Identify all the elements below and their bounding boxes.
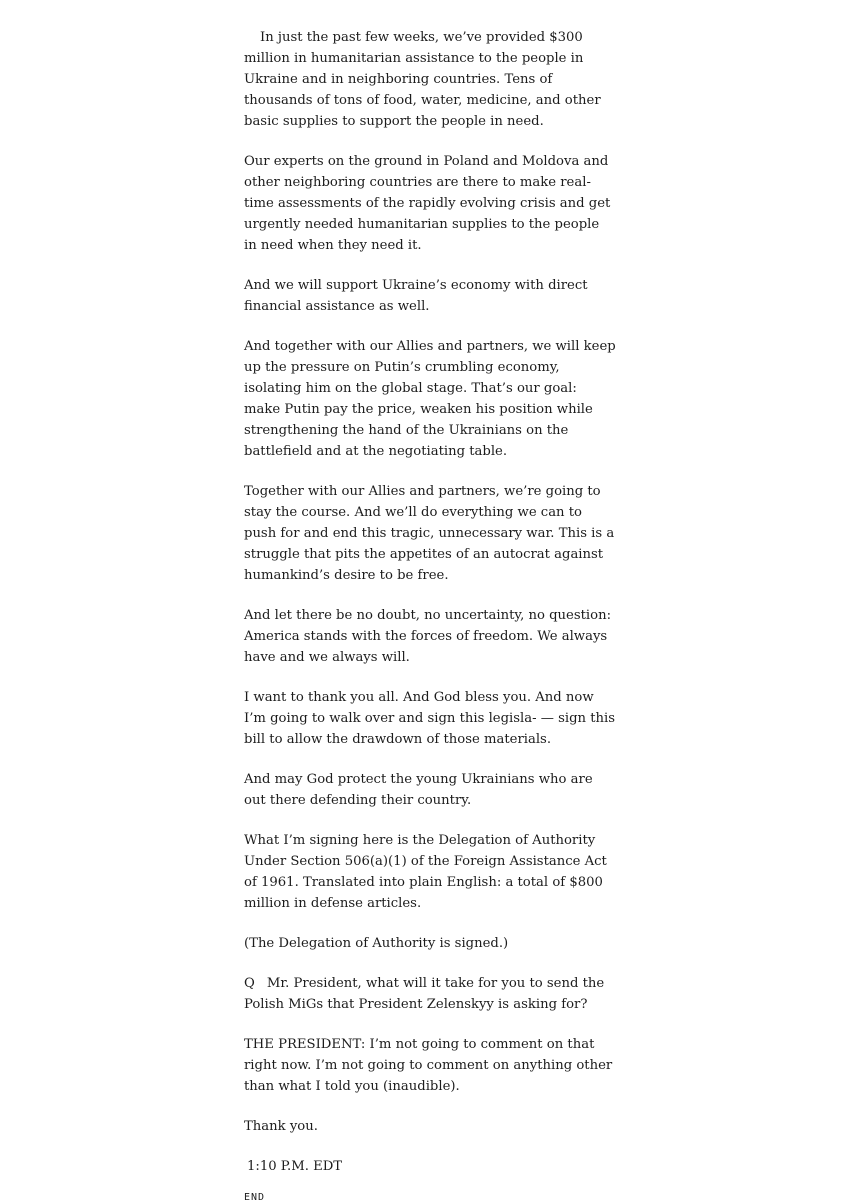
end-timestamp: 1:10 P.M. EDT xyxy=(247,1159,343,1174)
trailing-end-marker: END xyxy=(244,1193,266,1200)
answer-paragraph: THE PRESIDENT: I’m not going to comment on that right now. I’m not going to comment on anything other than what I told you (inaudible). xyxy=(244,1037,613,1094)
paragraph-economy-support: And we will support Ukraine’s economy with direct financial assistance as well. xyxy=(244,278,588,314)
question-text: Mr. President, what will it take for you to send the Polish MiGs that President Zelenskyy is asking for? xyxy=(244,976,605,1012)
paragraph-god-protect: And may God protect the young Ukrainians who are out there defending their country. xyxy=(244,772,593,808)
paragraph-thank-you-all: I want to thank you all. And God bless you. And now I’m going to walk over and sign this legisla- — sign this bill to allow the drawdown of those materials. xyxy=(244,690,616,747)
paragraph-humanitarian-assistance: In just the past few weeks, we’ve provided $300 million in humanitarian assistance to the people in Ukraine and in neighboring countries. Tens of thousands of tons of food, water, medicine, and other basic supplies to support the people in need. xyxy=(244,30,601,129)
paragraph-no-doubt: And let there be no doubt, no uncertainty, no question: America stands with the forces of freedom. We always have and we always will. xyxy=(244,608,612,665)
transcript-body xyxy=(244,27,616,1196)
closing-remark: Thank you. xyxy=(244,1119,318,1134)
paragraph-stay-the-course: Together with our Allies and partners, we’re going to stay the course. And we’ll do everything we can to push for and end this tragic, unnecessary war. This is a struggle that pits the appetites of an autocrat against humankind’s desire to be free. xyxy=(244,484,615,583)
paragraph-experts-on-ground: Our experts on the ground in Poland and Moldova and other neighboring countries are there to make real-time assessments of the rapidly evolving crisis and get urgently needed humanitarian supplies to the people in need when they need it. xyxy=(244,154,611,253)
paragraph-signing-note: (The Delegation of Authority is signed.) xyxy=(244,936,509,951)
question-label: Q xyxy=(244,976,255,991)
paragraph-delegation-of-authority: What I’m signing here is the Delegation of Authority Under Section 506(a)(1) of the Foreign Assistance Act of 1961. Translated into plain English: a total of $800 million in defense articles. xyxy=(244,833,607,911)
question-paragraph xyxy=(244,973,616,1015)
paragraph-allies-pressure: And together with our Allies and partners, we will keep up the pressure on Putin’s crumbling economy, isolating him on the global stage. That’s our goal: make Putin pay the price, weaken his position while strengthening the hand of the Ukrainians on the battlefield and at the negotiating table. xyxy=(244,339,616,459)
